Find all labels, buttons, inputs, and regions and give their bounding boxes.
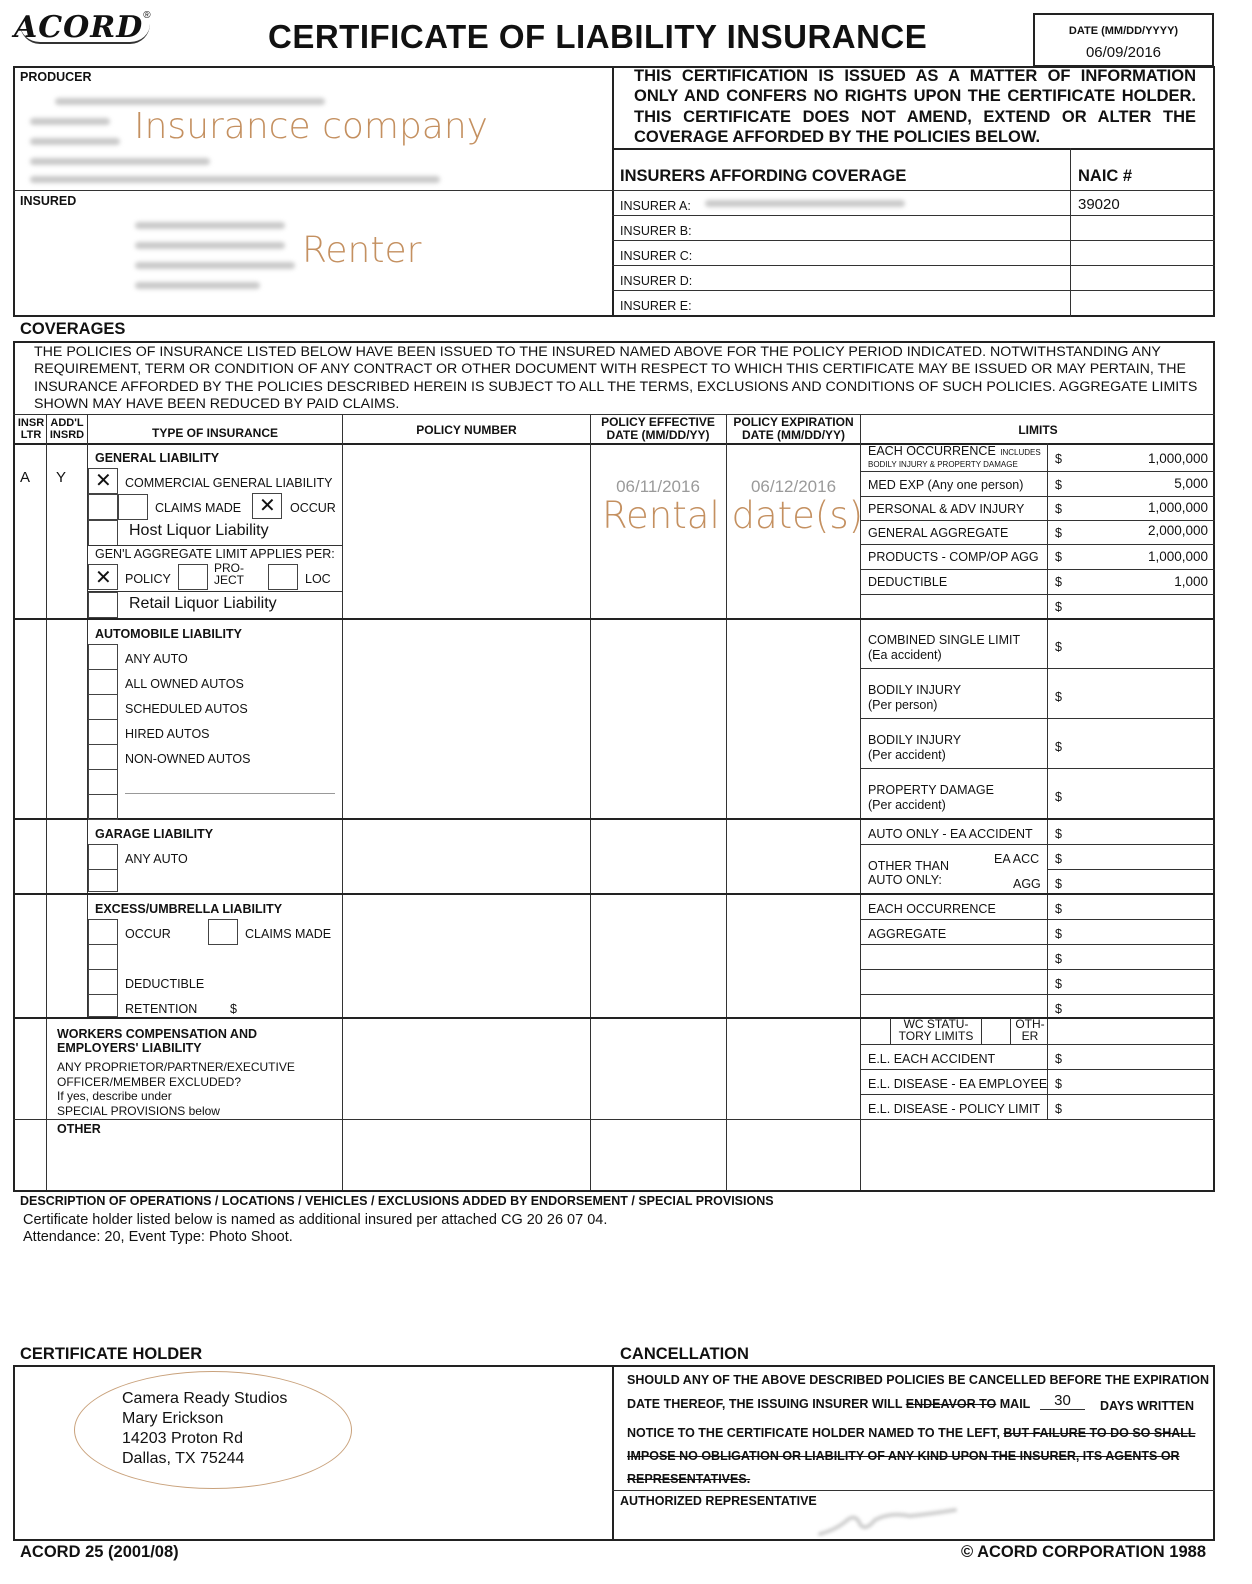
combined-single-limit [868,633,1020,663]
deductible-label: DEDUCTIBLE [868,575,948,589]
divider [860,1094,1215,1095]
dollar-sign: $ [1055,902,1062,916]
excess-heading: EXCESS/UMBRELLA LIABILITY [95,902,283,916]
project-line1: PRO- [214,561,244,575]
dollar-sign: $ [1055,852,1062,866]
auto-blank-checkbox-1[interactable] [88,769,118,795]
divider [590,414,591,1190]
excess-claims-made-label: CLAIMS MADE [245,927,332,941]
el-disease-employee-label: E.L. DISEASE - EA EMPLOYEE [868,1077,1048,1091]
divider [13,1119,1215,1120]
date-value: 06/09/2016 [1085,44,1162,61]
divider [860,496,1215,497]
dollar-sign: $ [1055,640,1062,654]
wc-question-line4: SPECIAL PROVISIONS below [57,1103,220,1118]
divider [1070,148,1071,317]
dollar-sign: $ [1055,526,1062,540]
scheduled-label: SCHEDULED AUTOS [125,702,248,716]
excess-retention-checkbox[interactable] [88,994,118,1017]
agg-policy-label: POLICY [125,572,171,586]
gl-expiration-date: 06/12/2016 [750,477,837,496]
divider [860,994,1215,995]
checked-x-icon: ✕ [95,468,112,492]
auto-blank-checkbox-2[interactable] [88,794,118,820]
holder-address [122,1389,287,1469]
gl-effective-date: 06/11/2016 [616,477,700,496]
agg-applies-label: GEN'L AGGREGATE LIMIT APPLIES PER: [95,547,335,561]
med-exp-value: 5,000 [1174,476,1208,491]
col-insr-ltr [15,417,47,441]
each-occurrence-value: 1,000,000 [1147,451,1208,466]
insurers-heading: INSURERS AFFORDING COVERAGE [620,167,907,185]
naic-heading: NAIC # [1078,167,1133,185]
producer-label: PRODUCER [20,70,92,84]
logo-swoosh [20,24,150,44]
divider [13,190,613,191]
general-aggregate-value: 2,000,000 [1147,523,1208,538]
insurer-a-label: INSURER A: [620,199,691,213]
other-than-line1: OTHER THAN [868,859,950,873]
any-auto-label: ANY AUTO [125,652,188,666]
producer-annotation: Insurance company [134,106,488,147]
dollar-sign: $ [1055,1002,1062,1016]
holder-contact: Mary Erickson [122,1410,224,1427]
divider [860,944,1215,945]
coverages-statement: THE POLICIES OF INSURANCE LISTED BELOW HAVE BEEN ISSUED TO THE INSURED NAMED ABOVE FOR THE POLICY PERIOD INDICATED. NOTWITHSTANDING ANY REQUIREMENT, TERM OR CONDITION OF ANY CONTRACT OR OTHER DOCUMENT WITH RESPECT TO WHICH THIS CERTIFICATE MAY BE ISSUED OR MAY PERTAIN, THE INSURANCE AFFORDED BY THE POLICIES DESCRIBED HEREIN IS SUBJECT TO ALL THE TERMS, EXCLUSIONS AND CONDITIONS OF SUCH POLICIES. AGGREGATE LIMITS SHOWN MAY HAVE BEEN REDUCED BY PAID CLAIMS. [34,344,1198,412]
description-heading: DESCRIPTION OF OPERATIONS / LOCATIONS / VEHICLES / EXCLUSIONS ADDED BY ENDORSEMENT / SPECIAL PROVISIONS [20,1194,774,1208]
scheduled-checkbox[interactable] [88,694,118,720]
col-policy-number: POLICY NUMBER [416,423,517,437]
dollar-sign: $ [1055,478,1062,492]
divider [860,569,1215,570]
dollar-sign: $ [1055,1077,1062,1091]
excess-occur-checkbox[interactable] [88,919,118,945]
all-owned-label: ALL OWNED AUTOS [125,677,244,691]
all-owned-checkbox[interactable] [88,669,118,695]
divider [46,414,47,1190]
agg-loc-checkbox[interactable] [268,564,298,590]
med-exp-label: MED EXP (Any one person) [868,478,1024,492]
divider [860,969,1215,970]
hired-checkbox[interactable] [88,719,118,745]
coverages-heading: COVERAGES [20,320,126,338]
gl-heading: GENERAL LIABILITY [95,451,220,465]
dollar-sign: $ [1055,502,1062,516]
divider [88,591,342,592]
dollar-sign: $ [1055,452,1062,466]
divider [860,668,1215,669]
agg-label: AGG [1013,877,1041,891]
holder-name: Camera Ready Studios [122,1390,288,1407]
excess-blank-checkbox[interactable] [88,944,118,970]
divider [13,818,1215,820]
insurer-b-label: INSURER B: [620,224,692,238]
bodily-injury-person [868,683,961,713]
insurer-a-naic: 39020 [1078,196,1120,213]
gl-addl-insrd: Y [56,469,67,486]
authorized-representative-label: AUTHORIZED REPRESENTATIVE [620,1494,817,1508]
excess-each-occurrence-label: EACH OCCURRENCE [868,902,996,916]
col-type-of-insurance: TYPE OF INSURANCE [151,426,278,440]
gl-insr-ltr: A [20,469,31,486]
personal-adv-label: PERSONAL & ADV INJURY [868,502,1025,516]
insurer-d-label: INSURER D: [620,274,693,288]
other-than-label [868,859,949,887]
insured-label: INSURED [20,194,77,208]
cancel-3a: NOTICE TO THE CERTIFICATE HOLDER NAMED TO THE LEFT, [627,1426,1000,1440]
insurer-e-label: INSURER E: [620,299,692,313]
description-line-2: Attendance: 20, Event Type: Photo Shoot. [23,1229,293,1245]
non-owned-label: NON-OWNED AUTOS [125,752,251,766]
any-auto-checkbox[interactable] [88,644,118,670]
col-eff-line2: DATE (MM/DD/YY) [606,428,710,442]
excess-retention-dollar: $ [230,1002,237,1016]
workers-comp-question [57,1060,295,1118]
deductible-value: 1,000 [1174,574,1208,589]
bip-line2: (Per person) [868,698,938,712]
dollar-sign: $ [1055,927,1062,941]
wc-question-line3: If yes, describe under [57,1089,172,1103]
divider [13,893,1215,895]
cancellation-line-3 [627,1426,1196,1440]
auto-heading: AUTOMOBILE LIABILITY [95,627,242,641]
dollar-sign: $ [1055,575,1062,589]
claims-made-checkbox[interactable] [118,494,148,520]
other-label: OTHER [57,1122,101,1136]
agg-loc-label: LOC [305,572,331,586]
claims-made-label: CLAIMS MADE [155,501,242,515]
divider [860,844,1215,845]
bia-line1: BODILY INJURY [868,733,962,747]
wc-statu-line1: WC STATU- [903,1017,969,1031]
divider [860,594,1215,595]
bip-line1: BODILY INJURY [868,683,962,697]
project-line2: JECT [214,573,244,587]
divider [612,1365,614,1541]
host-liquor-checkbox[interactable] [88,520,118,546]
excess-aggregate-label: AGGREGATE [868,927,947,941]
logo-text: ACORD [14,10,144,45]
garage-any-auto-label: ANY AUTO [125,852,188,866]
non-owned-checkbox[interactable] [88,744,118,770]
garage-blank-checkbox[interactable] [88,869,118,892]
footer-form-number: ACORD 25 (2001/08) [20,1543,179,1561]
pd-line1: PROPERTY DAMAGE [868,783,994,797]
gl-blank-checkbox[interactable] [88,494,118,520]
divider [612,290,1215,291]
commercial-gl-label: COMMERCIAL GENERAL LIABILITY [125,476,333,490]
auto-only-label: AUTO ONLY - EA ACCIDENT [868,827,1033,841]
wc-question-line2: OFFICER/MEMBER EXCLUDED? [57,1074,242,1089]
divider [860,544,1215,545]
wc-heading-line1: WORKERS COMPENSATION AND [57,1027,257,1041]
retail-liquor-checkbox[interactable] [88,592,118,618]
divider [860,919,1215,920]
divider [860,718,1215,719]
divider [612,190,1215,191]
bia-line2: (Per accident) [868,748,946,762]
signature-redacted [815,1502,965,1538]
rental-dates-annotation: Rental date(s) [602,494,864,537]
date-box [1033,13,1214,67]
col-policy-effective [590,416,726,442]
col-exp-line1: POLICY EXPIRATION [733,415,854,429]
divider [612,148,1215,150]
col-addl-insrd [47,417,87,441]
col-insr-ltr-line1: INSR [17,417,45,429]
cancellation-line-5: REPRESENTATIVES. [627,1472,751,1486]
insurer-a-redacted [705,200,905,207]
each-occurrence-includes: INCLUDES [1000,448,1041,457]
divider [860,1069,1215,1070]
dollar-sign: $ [1055,977,1062,991]
divider [1047,869,1215,870]
divider [612,215,1215,216]
certificate-holder-heading: CERTIFICATE HOLDER [20,1345,203,1363]
insurer-c-label: INSURER C: [620,249,693,263]
personal-adv-value: 1,000,000 [1147,500,1208,515]
divider [13,618,1215,620]
cancel-2b-struck: ENDEAVOR TO [905,1397,997,1411]
wc-oth-line2: ER [1021,1029,1039,1043]
products-comp-value: 1,000,000 [1147,549,1208,564]
other-than-line2: AUTO ONLY: [868,873,942,887]
el-each-accident-label: E.L. EACH ACCIDENT [868,1052,996,1066]
products-comp-label: PRODUCTS - COMP/OP AGG [868,550,1039,564]
col-eff-line1: POLICY EFFECTIVE [601,415,715,429]
divider [342,414,343,1190]
dollar-sign: $ [1055,952,1062,966]
dollar-sign: $ [1055,690,1062,704]
holder-city: Dallas, TX 75244 [122,1450,245,1467]
logo-registered: ® [143,10,151,21]
hired-label: HIRED AUTOS [125,727,210,741]
cancellation-line-2 [627,1397,1030,1411]
each-occurrence-sub: BODILY INJURY & PROPERTY DAMAGE [868,460,1018,469]
insured-annotation: Renter [302,230,422,271]
pd-line2: (Per accident) [868,798,946,812]
description-line-1: Certificate holder listed below is named as additional insured per attached CG 20 26 07 04. [23,1212,608,1228]
agg-project-checkbox[interactable] [178,564,208,590]
divider [860,1044,1215,1045]
bodily-injury-accident [868,733,961,763]
col-insr-ltr-line2: LTR [20,429,42,441]
wc-oth-line1: OTH- [1015,1017,1045,1031]
holder-street: 14203 Proton Rd [122,1430,243,1447]
el-disease-policy-label: E.L. DISEASE - POLICY LIMIT [868,1102,1041,1116]
general-aggregate-label: GENERAL AGGREGATE [868,526,1009,540]
date-label: DATE (MM/DD/YYYY) [1068,25,1179,37]
each-occurrence-text: EACH OCCURRENCE [868,444,996,458]
cancellation-line-1: SHOULD ANY OF THE ABOVE DESCRIBED POLICIES BE CANCELLED BEFORE THE EXPIRATION [627,1373,1209,1387]
col-limits: LIMITS [1018,423,1058,437]
cancellation-days-written: DAYS WRITTEN [1100,1399,1194,1413]
cancel-2a: DATE THEREOF, THE ISSUING INSURER WILL [627,1397,903,1411]
property-damage [868,783,994,813]
divider [612,240,1215,241]
workers-comp-heading [57,1027,257,1055]
dollar-sign: $ [1055,740,1062,754]
excess-occur-label: OCCUR [125,927,171,941]
dollar-sign: $ [1055,600,1062,614]
document-title: CERTIFICATE OF LIABILITY INSURANCE [268,18,928,55]
divider [125,793,335,794]
cancellation-days: 30 [1040,1392,1085,1410]
dollar-sign: $ [1055,1102,1062,1116]
checked-x-icon: ✕ [95,565,112,589]
retail-liquor-label: Retail Liquor Liability [129,595,277,612]
dollar-sign: $ [1055,550,1062,564]
dollar-sign: $ [1055,1052,1062,1066]
cancel-3b-struck: BUT FAILURE TO DO SO SHALL [1003,1426,1196,1440]
dollar-sign: $ [1055,877,1062,891]
divider [88,545,342,546]
garage-heading: GARAGE LIABILITY [95,827,214,841]
agg-project-label [214,562,244,586]
certification-notice: THIS CERTIFICATION IS ISSUED AS A MATTER OF INFORMATION ONLY AND CONFERS NO RIGHTS UPON THE CERTIFICATE HOLDER. THIS CERTIFICATE DOES NOT AMEND, EXTEND OR ALTER THE COVERAGE AFFORDED BY THE POLICIES BELOW. [634,67,1196,147]
wc-question-line1: ANY PROPRIETOR/PARTNER/EXECUTIVE [57,1060,295,1074]
wc-other-label [1011,1018,1049,1042]
footer-copyright: © ACORD CORPORATION 1988 [960,1543,1206,1561]
divider [612,66,614,317]
wc-statu-line2: TORY LIMITS [898,1029,974,1043]
checked-x-icon: ✕ [259,493,276,517]
divider [860,768,1215,769]
divider [981,1018,982,1044]
dollar-sign: $ [1055,790,1062,804]
excess-retention-label: RETENTION [125,1002,198,1016]
wc-statutory-label [891,1018,981,1042]
divider [612,1490,1215,1491]
divider [612,265,1215,266]
excess-claims-made-checkbox[interactable] [208,919,238,945]
col-policy-expiration [726,416,861,442]
divider [13,1190,1215,1192]
col-addl-line1: ADD'L [50,417,84,429]
cancellation-heading: CANCELLATION [620,1345,749,1363]
excess-deductible-label: DEDUCTIBLE [125,977,205,991]
col-exp-line2: DATE (MM/DD/YY) [741,428,846,442]
cancellation-line-4: IMPOSE NO OBLIGATION OR LIABILITY OF ANY KIND UPON THE INSURER, ITS AGENTS OR [627,1449,1180,1463]
wc-heading-line2: EMPLOYERS' LIABILITY [57,1041,202,1055]
dollar-sign: $ [1055,827,1062,841]
occur-label: OCCUR [290,501,336,515]
excess-deductible-checkbox[interactable] [88,969,118,995]
col-addl-line2: INSRD [49,429,85,441]
csl-line2: (Ea accident) [868,648,942,662]
garage-any-auto-checkbox[interactable] [88,844,118,870]
csl-line1: COMBINED SINGLE LIMIT [868,633,1021,647]
ea-acc-label: EA ACC [994,852,1040,866]
divider [860,520,1215,521]
divider [860,471,1215,472]
cancel-2c: MAIL [999,1397,1031,1411]
host-liquor-label: Host Liquor Liability [129,522,269,539]
each-occurrence-label [868,445,1041,471]
